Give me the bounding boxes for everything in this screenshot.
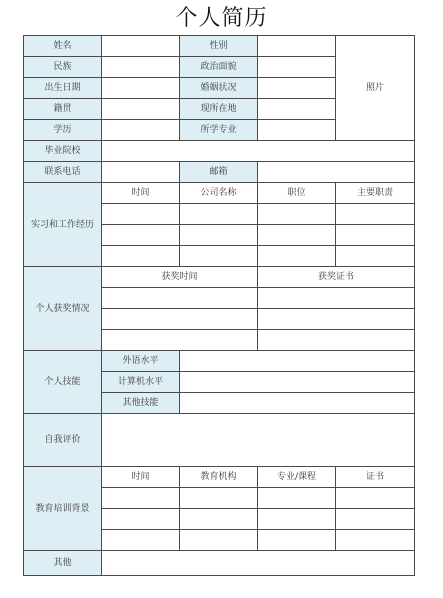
skill-language-label: 外语水平	[102, 351, 180, 372]
education-label: 学历	[24, 120, 102, 141]
photo-box[interactable]	[336, 36, 415, 141]
awards-header-certificate: 获奖证书	[258, 267, 415, 288]
page-title: 个人简历	[175, 6, 268, 31]
other-label: 其他	[24, 551, 102, 576]
training-header-institution: 教育机构	[180, 467, 258, 488]
hometown-field[interactable]	[102, 99, 180, 120]
training-section-label: 教育培训背景	[24, 467, 102, 551]
training-header-certificate: 证书	[336, 467, 415, 488]
school-label: 毕业院校	[24, 141, 102, 162]
email-field[interactable]	[258, 162, 415, 183]
self-eval-field[interactable]	[102, 414, 415, 467]
training-header-time: 时间	[102, 467, 180, 488]
marital-field[interactable]	[258, 78, 336, 99]
awards-header-time: 获奖时间	[102, 267, 258, 288]
ethnicity-field[interactable]	[102, 57, 180, 78]
experience-header-duties: 主要职责	[336, 183, 415, 204]
other-field[interactable]	[102, 551, 415, 576]
skill-other-field[interactable]	[180, 393, 415, 414]
political-field[interactable]	[258, 57, 336, 78]
skill-other-label: 其他技能	[102, 393, 180, 414]
major-label: 所学专业	[180, 120, 258, 141]
experience-header-company: 公司名称	[180, 183, 258, 204]
training-header-course: 专业/课程	[258, 467, 336, 488]
birthdate-field[interactable]	[102, 78, 180, 99]
birthdate-label: 出生日期	[24, 78, 102, 99]
experience-header-time: 时间	[102, 183, 180, 204]
email-label: 邮箱	[180, 162, 258, 183]
skills-section-label: 个人技能	[24, 351, 102, 414]
skill-computer-label: 计算机水平	[102, 372, 180, 393]
experience-header-position: 职位	[258, 183, 336, 204]
awards-section-label: 个人获奖情况	[24, 267, 102, 351]
ethnicity-label: 民族	[24, 57, 102, 78]
experience-section-label: 实习和工作经历	[24, 183, 102, 267]
gender-field[interactable]	[258, 36, 336, 57]
name-field[interactable]	[102, 36, 180, 57]
photo-label: 照片	[365, 83, 384, 93]
residence-label: 现所在地	[180, 99, 258, 120]
hometown-label: 籍贯	[24, 99, 102, 120]
gender-label: 性别	[180, 36, 258, 57]
political-label: 政治面貌	[180, 57, 258, 78]
resume-table	[23, 35, 415, 576]
school-field[interactable]	[102, 141, 415, 162]
skill-computer-field[interactable]	[180, 372, 415, 393]
residence-field[interactable]	[258, 99, 336, 120]
skill-language-field[interactable]	[180, 351, 415, 372]
self-eval-label: 自我评价	[24, 414, 102, 467]
education-field[interactable]	[102, 120, 180, 141]
marital-label: 婚姻状况	[180, 78, 258, 99]
major-field[interactable]	[258, 120, 336, 141]
phone-label: 联系电话	[24, 162, 102, 183]
phone-field[interactable]	[102, 162, 180, 183]
name-label: 姓名	[24, 36, 102, 57]
